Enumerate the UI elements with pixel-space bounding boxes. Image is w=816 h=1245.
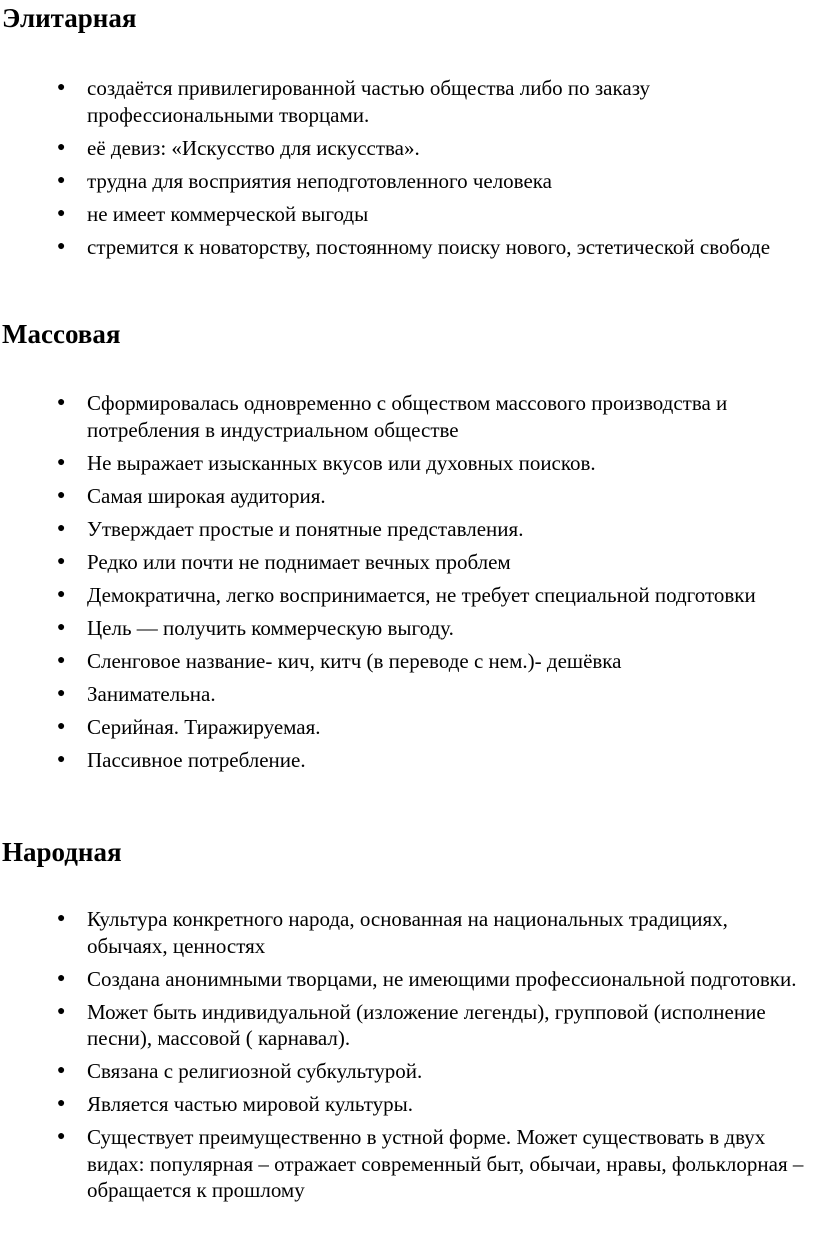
bullet-icon: ●	[57, 586, 66, 602]
section-title-mass: Массовая	[2, 319, 121, 349]
bullet-icon: ●	[57, 172, 66, 188]
section-title-elite: Элитарная	[2, 3, 137, 33]
mass-list	[0, 390, 816, 780]
bullet-icon: ●	[57, 685, 66, 701]
bullet-icon: ●	[57, 1063, 66, 1078]
list-item: ● Связана с религиозной субкультурой.	[57, 1059, 423, 1083]
bullet-icon: ●	[57, 454, 66, 470]
bullet-icon: ●	[57, 139, 66, 155]
bullet-icon: ●	[57, 520, 66, 536]
list-item: ● стремится к новаторству, постоянному поиску нового, эстетической свободе	[57, 234, 771, 259]
bullet-icon: ●	[57, 911, 66, 926]
bullet-icon: ●	[57, 1129, 66, 1144]
bullet-icon: ●	[57, 80, 66, 95]
bullet-icon: ●	[57, 238, 66, 254]
bullet-icon: ●	[57, 1096, 66, 1111]
list-item: ● Пассивное потребление.	[57, 747, 306, 772]
list-item: ● Серийная. Тиражируемая.	[57, 714, 321, 739]
list-item: ● Является частью мировой культуры.	[57, 1092, 413, 1116]
list-item: ● создаётся привилегированной частью общества либо по заказу профессиональными творцами.	[57, 76, 651, 127]
list-item: ● Редко или почти не поднимает вечных проблем	[57, 549, 511, 574]
list-item: ● не имеет коммерческой выгоды	[57, 201, 369, 226]
bullet-icon: ●	[57, 553, 66, 569]
bullet-icon: ●	[57, 395, 66, 410]
list-item: ● Культура конкретного народа, основанная на национальных традициях, обычаях, ценностях	[57, 907, 728, 958]
list-item: ● её девиз: «Искусство для искусства».	[57, 135, 420, 160]
bullet-icon: ●	[57, 205, 66, 221]
bullet-icon: ●	[57, 718, 66, 734]
list-item: ● Сленговое название- кич, китч (в переводе с нем.)- дешёвка	[57, 648, 622, 673]
list-item: ● Цель — получить коммерческую выгоду.	[57, 615, 454, 640]
bullet-icon: ●	[57, 487, 66, 503]
list-item: ● Сформировалась одновременно с обществом массового производства и потребления в индустриальном обществе	[57, 391, 728, 442]
list-item: ● Существует преимущественно в устной форме. Может существовать в двух видах: популярная – отражает современный быт, обычаи, нравы, фольклорная – обращается к прошлому	[57, 1125, 804, 1202]
bullet-icon: ●	[57, 1003, 66, 1019]
list-item: ● Занимательна.	[57, 681, 216, 706]
list-item: ● Самая широкая аудитория.	[57, 483, 326, 508]
list-item: ● трудна для восприятия неподготовленного человека	[57, 168, 553, 193]
elite-list	[0, 75, 816, 267]
section-title-folk: Народная	[2, 837, 122, 867]
list-item: ● Утверждает простые и понятные представления.	[57, 516, 524, 541]
bullet-icon: ●	[57, 970, 66, 986]
bullet-icon: ●	[57, 619, 66, 635]
folk-list	[0, 906, 816, 1210]
list-item: ● Демократична, легко воспринимается, не требует специальной подготовки	[57, 582, 756, 607]
list-item: ● Может быть индивидуальной (изложение легенды), групповой (исполнение песни), массовой ( карнавал).	[57, 999, 766, 1050]
list-item: ● Создана анонимными творцами, не имеющими профессиональной подготовки.	[57, 966, 797, 991]
bullet-icon: ●	[57, 751, 66, 767]
list-item: ● Не выражает изысканных вкусов или духовных поисков.	[57, 450, 596, 475]
bullet-icon: ●	[57, 652, 66, 668]
